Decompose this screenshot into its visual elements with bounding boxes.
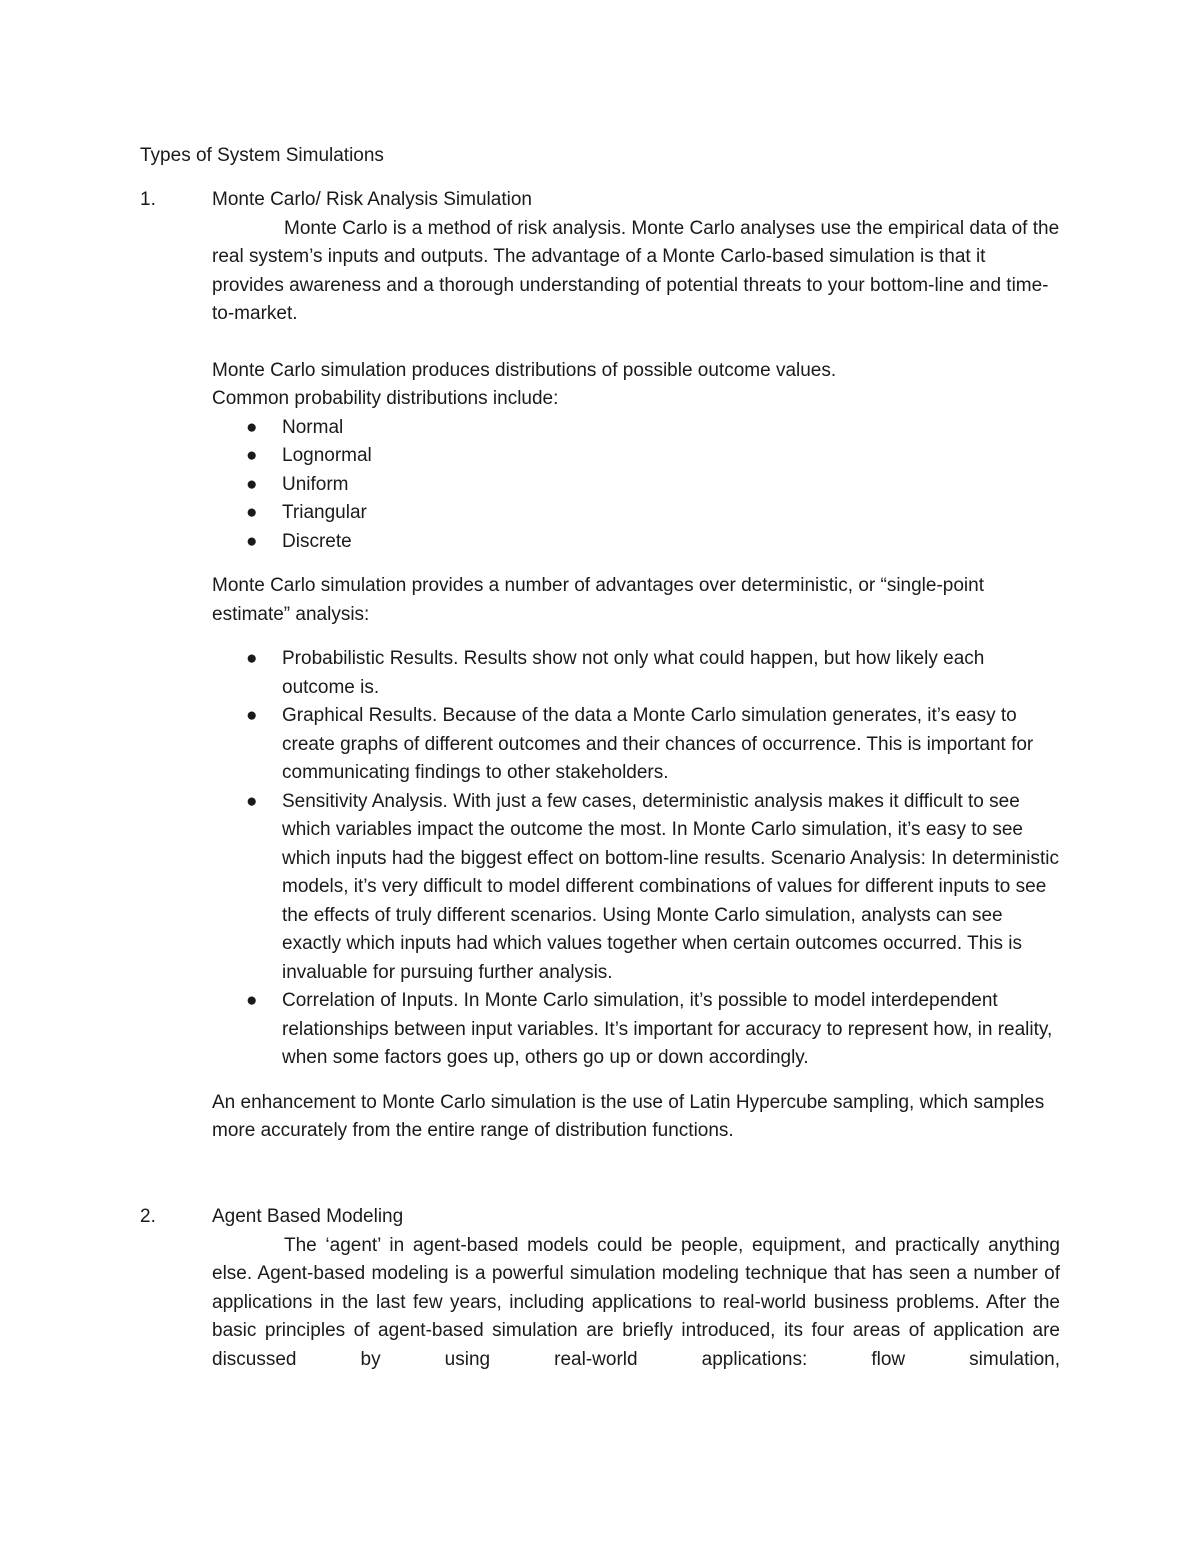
distributions-lead: Common probability distributions include: <box>212 388 559 409</box>
list-item: ● Lognormal <box>212 442 1060 471</box>
section-monte-carlo <box>140 186 1060 1146</box>
bullet-icon: ● <box>246 445 258 466</box>
section-agent-based <box>140 1203 1060 1374</box>
bullet-icon: ● <box>246 473 258 495</box>
list-item: ● Triangular <box>212 499 1060 528</box>
bullet-icon: ● <box>246 530 258 552</box>
bullet-icon: ● <box>246 502 258 523</box>
bullet-icon: ● <box>246 990 258 1011</box>
bullet-icon: ● <box>246 790 258 812</box>
list-item: ● Correlation of Inputs. In Monte Carlo simulation, it’s possible to model interdependent relationships between input variables. It’s important for accuracy to represent how, in reality, when some factors goes up, others go up or down accordingly. <box>212 987 1060 1073</box>
section-title: Agent Based Modeling <box>212 1206 404 1227</box>
list-item: ● Uniform <box>212 471 1060 500</box>
section-heading <box>140 1203 1060 1232</box>
intro-paragraph: The ‘agent’ in agent-based models could be people, equipment, and practically anything else. Agent-based modeling is a powerful simulation modeling technique that has seen a number of applications in the last few years, including applications to real-world business problems. After the basic principles of agent-based simulation are briefly introduced, its four areas of application are discussed by using real-world applications: flow simulation, <box>212 1234 1060 1370</box>
list-item: ● Normal <box>212 414 1060 443</box>
section-body <box>212 215 1060 1146</box>
document-title: Types of System Simulations <box>140 145 384 166</box>
list-item: ● Discrete <box>212 528 1060 557</box>
bullet-icon: ● <box>246 416 258 438</box>
section-heading <box>140 186 1060 215</box>
distributions-text: Monte Carlo simulation produces distributions of possible outcome values. <box>212 359 837 381</box>
bullet-icon: ● <box>246 648 258 669</box>
bullet-icon: ● <box>246 705 258 726</box>
list-item: ● Probabilistic Results. Results show not only what could happen, but how likely each outcome is. <box>212 645 1060 702</box>
advantages-intro: Monte Carlo simulation provides a number of advantages over deterministic, or “single-point estimate” analysis: <box>212 575 984 625</box>
section-number: 1. <box>140 189 156 210</box>
section-body <box>212 1232 1060 1375</box>
intro-paragraph: Monte Carlo is a method of risk analysis. Monte Carlo analyses use the empirical data of the real system’s inputs and outputs. The advantage of a Monte Carlo-based simulation is that it provides awareness and a thorough understanding of potential threats to your bottom-line and time-to-market. <box>212 217 1060 324</box>
list-item: ● Sensitivity Analysis. With just a few cases, deterministic analysis makes it difficult to see which variables impact the outcome the most. In Monte Carlo simulation, it’s easy to see which inputs had the biggest effect on bottom-line results. Scenario Analysis: In deterministic models, it’s very difficult to model different combinations of values for different inputs to see the effects of truly different scenarios. Using Monte Carlo simulation, analysts can see exactly which inputs had which values together when certain outcomes occurred. This is invaluable for pursuing further analysis. <box>212 788 1060 988</box>
advantages-list <box>212 645 1060 1073</box>
distribution-list <box>212 414 1060 557</box>
closing-paragraph: An enhancement to Monte Carlo simulation is the use of Latin Hypercube sampling, which samples more accurately from the entire range of distribution functions. <box>212 1091 1045 1141</box>
section-number: 2. <box>140 1206 156 1227</box>
section-title: Monte Carlo/ Risk Analysis Simulation <box>212 189 532 210</box>
list-item: ● Graphical Results. Because of the data a Monte Carlo simulation generates, it’s easy to create graphs of different outcomes and their chances of occurrence. This is important for communicating findings to other stakeholders. <box>212 702 1060 788</box>
